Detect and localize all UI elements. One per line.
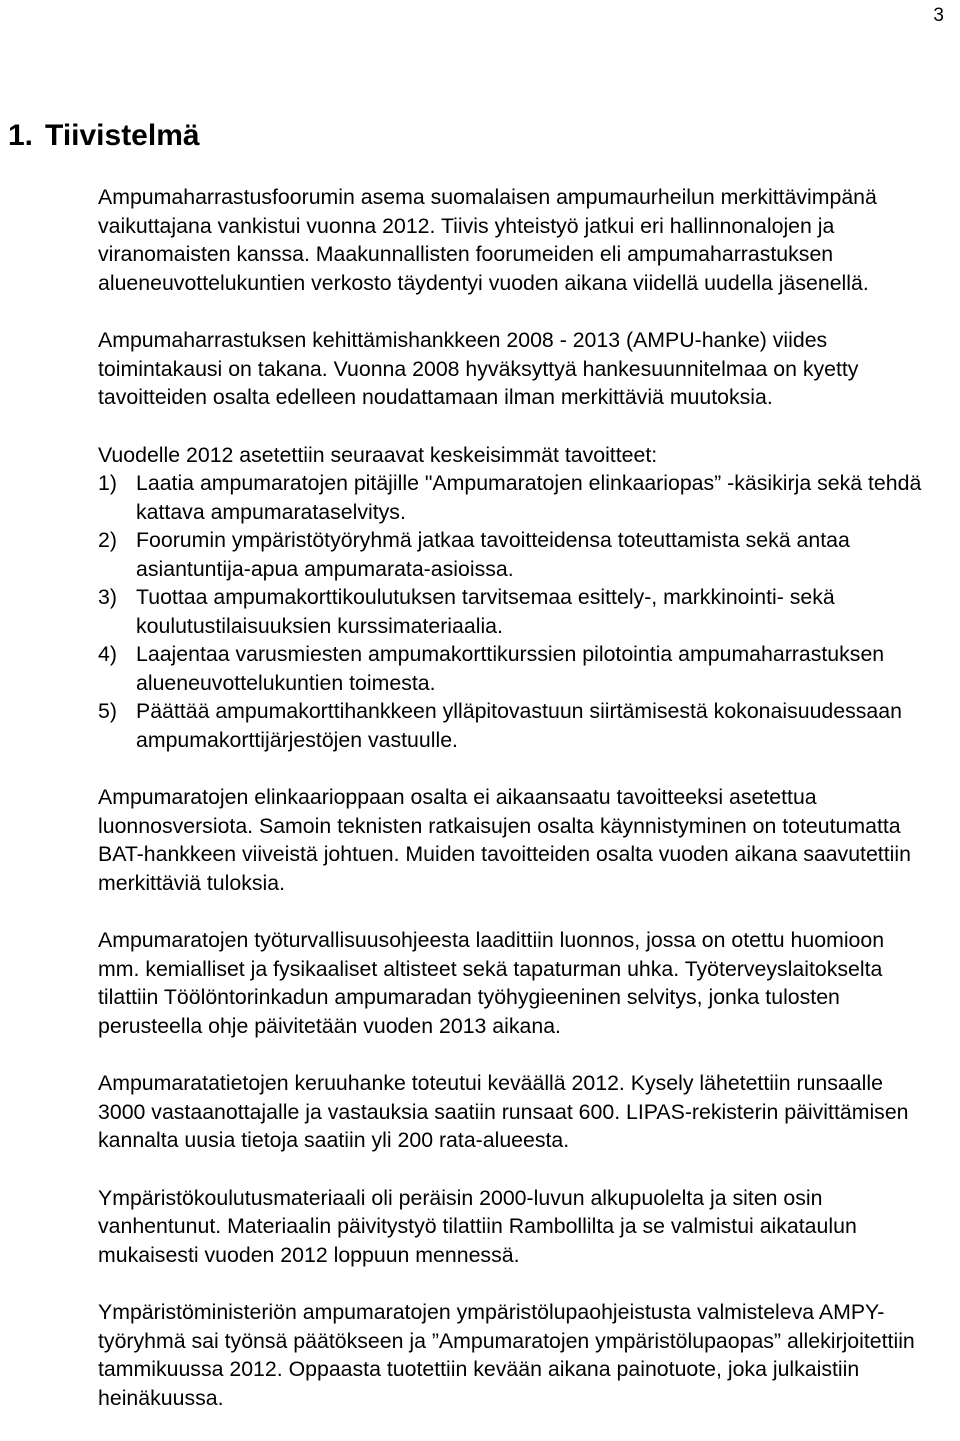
goal-item (98, 583, 928, 640)
paragraph-work-safety: Ampumaratojen työturvallisuusohjeesta laadittiin luonnos, jossa on otettu huomioon mm. kemialliset ja fysikaaliset altisteet sekä tapaturman uhka. Työterveyslaitokselta tilattiin Töölöntorinkadun ampumaradan työhygieeninen selvitys, jonka tulosten perusteella ohje päivitetään vuoden 2013 aikana. (98, 928, 885, 1038)
goal-item (98, 526, 928, 583)
paragraph-ampu-project: Ampumaharrastuksen kehittämishankkeen 2008 - 2013 (AMPU-hanke) viides toimintakausi on takana. Vuonna 2008 hyväksyttyä hankesuunnitelmaa on kyetty tavoitteiden osalta edelleen noudattamaan ilman merkittäviä muutoksia. (98, 328, 859, 409)
paragraph-training-material: Ympäristökoulutusmateriaali oli peräisin 2000-luvun alkupuolelta ja siten osin vanhentunut. Materiaalin päivitystyö tilattiin Rambollilta ja se valmistui aikataulun mukaisesti vuoden 2012 loppuun mennessä. (98, 1185, 857, 1267)
goal-item (98, 469, 928, 526)
section-number: 1. (8, 119, 34, 152)
goal-text: Päättää ampumakorttihankkeen ylläpitovastuun siirtämisestä kokonaisuudessaan ampumakorttijärjestöjen vastuulle. (136, 699, 902, 752)
goal-item (98, 697, 928, 754)
goal-number: 1) (98, 471, 117, 495)
paragraph-environmental-permit-guide: Ympäristöministeriön ampumaratojen ympäristölupaohjeistusta valmisteleva AMPY-työryhmä sai työnsä päätökseen ja ”Ampumaratojen ympäristölupaopas” allekirjoitettiin tammikuussa 2012. Oppaasta tuotettiin kevään aikana painotuote, joka julkaistiin heinäkuussa. (98, 1300, 915, 1410)
paragraph-data-collection: Ampumaratatietojen keruuhanke toteutui keväällä 2012. Kysely lähetettiin runsaalle 3000 vastaanottajalle ja vastauksia saatiin runsaat 600. LIPAS-rekisterin päivittämisen kannalta uusia tietoja saatiin yli 200 rata-alueesta. (98, 1071, 909, 1152)
goal-number: 4) (98, 642, 117, 666)
paragraph-guide-progress: Ampumaratojen elinkaarioppaan osalta ei aikaansaatu tavoitteeksi asetettua luonnosversiota. Samoin teknisten ratkaisujen osalta käynnistyminen on toteutumatta BAT-hankkeen viiveistä johtuen. Muiden tavoitteiden osalta vuoden aikana saavutettiin merkittäviä tuloksia. (98, 785, 911, 895)
goal-text: Laatia ampumaratojen pitäjille "Ampumaratojen elinkaariopas” -käsikirja sekä tehdä kattava ampumarataselvitys. (136, 471, 922, 524)
goal-number: 3) (98, 585, 117, 609)
goal-text: Laajentaa varusmiesten ampumakorttikurssien pilotointia ampumaharrastuksen alueneuvottelukuntien toimesta. (136, 642, 885, 695)
section-heading (8, 118, 200, 154)
document-body (98, 183, 928, 1441)
goals-list (98, 469, 928, 754)
paragraph-goals-intro: Vuodelle 2012 asetettiin seuraavat keskeisimmät tavoitteet: (98, 442, 658, 467)
goal-number: 5) (98, 699, 117, 723)
page-number: 3 (933, 5, 944, 26)
goal-text: Foorumin ympäristötyöryhmä jatkaa tavoitteidensa toteuttamista sekä antaa asiantuntija-apua ampumarata-asioissa. (136, 528, 850, 581)
section-title: Tiivistelmä (45, 119, 200, 152)
goal-text: Tuottaa ampumakorttikoulutuksen tarvitsemaa esittely-, markkinointi- sekä koulutustilaisuuksien kurssimateriaalia. (136, 585, 835, 638)
goal-item (98, 640, 928, 697)
paragraph-forum-status: Ampumaharrastusfoorumin asema suomalaisen ampumaurheilun merkittävimpänä vaikuttajana vankistui vuonna 2012. Tiivis yhteistyö jatkui eri hallinnonalojen ja viranomaisten kanssa. Maakunnallisten foorumeiden eli ampumaharrastuksen alueneuvottelukuntien verkosto täydentyi vuoden aikana viidellä uudella jäsenellä. (98, 185, 877, 295)
goal-number: 2) (98, 528, 117, 552)
